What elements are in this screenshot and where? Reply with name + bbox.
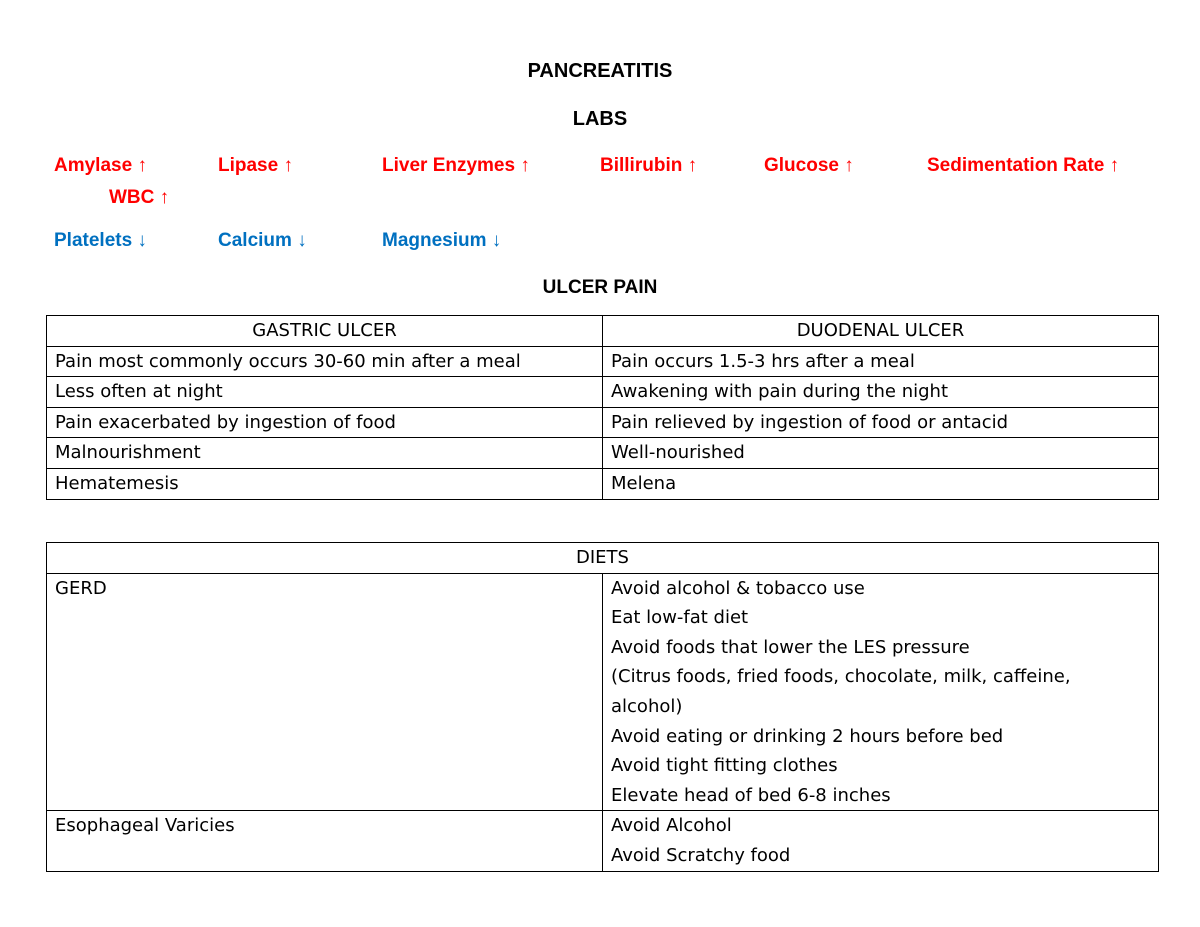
ulcer-pain-heading: ULCER PAIN [542,277,658,298]
diet-item: Avoid alcohol & tobacco use [611,577,865,599]
diet-item: (Citrus foods, fried foods, chocolate, milk, caffeine, [611,666,1071,688]
lab-wbc: WBC ↑ [109,187,170,208]
lab-lipase: Lipase ↑ [218,155,293,176]
table-row [47,811,1159,871]
table-row [47,438,1159,469]
lab-billirubin: Billirubin ↑ [600,155,698,176]
diet-item: Elevate head of bed 6-8 inches [611,784,891,806]
lab-platelets: Platelets ↓ [54,230,147,251]
lab-liver-enzymes: Liver Enzymes ↑ [382,155,530,176]
table-row [47,407,1159,438]
gastric-cell: Pain exacerbated by ingestion of food [47,407,603,438]
diet-item: Avoid Scratchy food [611,844,791,866]
duodenal-cell: Melena [603,468,1159,499]
gastric-cell: Malnourishment [47,438,603,469]
gastric-cell: Pain most commonly occurs 30-60 min after a meal [47,346,603,377]
gastric-cell: Less often at night [47,377,603,408]
gastric-cell: Hematemesis [47,468,603,499]
labs-heading: LABS [572,108,628,130]
header-duodenal-ulcer: DUODENAL ULCER [603,316,1159,347]
duodenal-cell: Pain relieved by ingestion of food or antacid [603,407,1159,438]
lab-glucose: Glucose ↑ [764,155,854,176]
lab-magnesium: Magnesium ↓ [382,230,502,251]
diet-item: Eat low-fat diet [611,607,749,629]
table-row [47,468,1159,499]
lab-calcium: Calcium ↓ [218,230,307,251]
diet-item: Avoid tight fitting clothes [611,755,838,777]
header-diets: DIETS [47,543,1159,574]
duodenal-cell: Pain occurs 1.5-3 hrs after a meal [603,346,1159,377]
table-row [47,573,1159,811]
diet-item: Avoid eating or drinking 2 hours before bed [611,725,1004,747]
diet-items-cell [603,573,1159,811]
duodenal-cell: Well-nourished [603,438,1159,469]
diet-item: Avoid Alcohol [611,815,732,837]
condition-cell: Esophageal Varicies [47,811,603,871]
duodenal-cell: Awakening with pain during the night [603,377,1159,408]
ulcer-pain-table [46,315,1159,500]
page-title: PANCREATITIS [527,60,673,82]
lab-sedimentation-rate: Sedimentation Rate ↑ [927,155,1120,176]
table-row [47,377,1159,408]
table-header-row [47,543,1159,574]
lab-amylase: Amylase ↑ [54,155,147,176]
diets-table [46,542,1159,872]
diet-items-cell [603,811,1159,871]
diet-item: alcohol) [611,695,683,717]
diet-item: Avoid foods that lower the LES pressure [611,636,970,658]
table-row [47,346,1159,377]
condition-cell: GERD [47,573,603,811]
header-gastric-ulcer: GASTRIC ULCER [47,316,603,347]
table-header-row [47,316,1159,347]
